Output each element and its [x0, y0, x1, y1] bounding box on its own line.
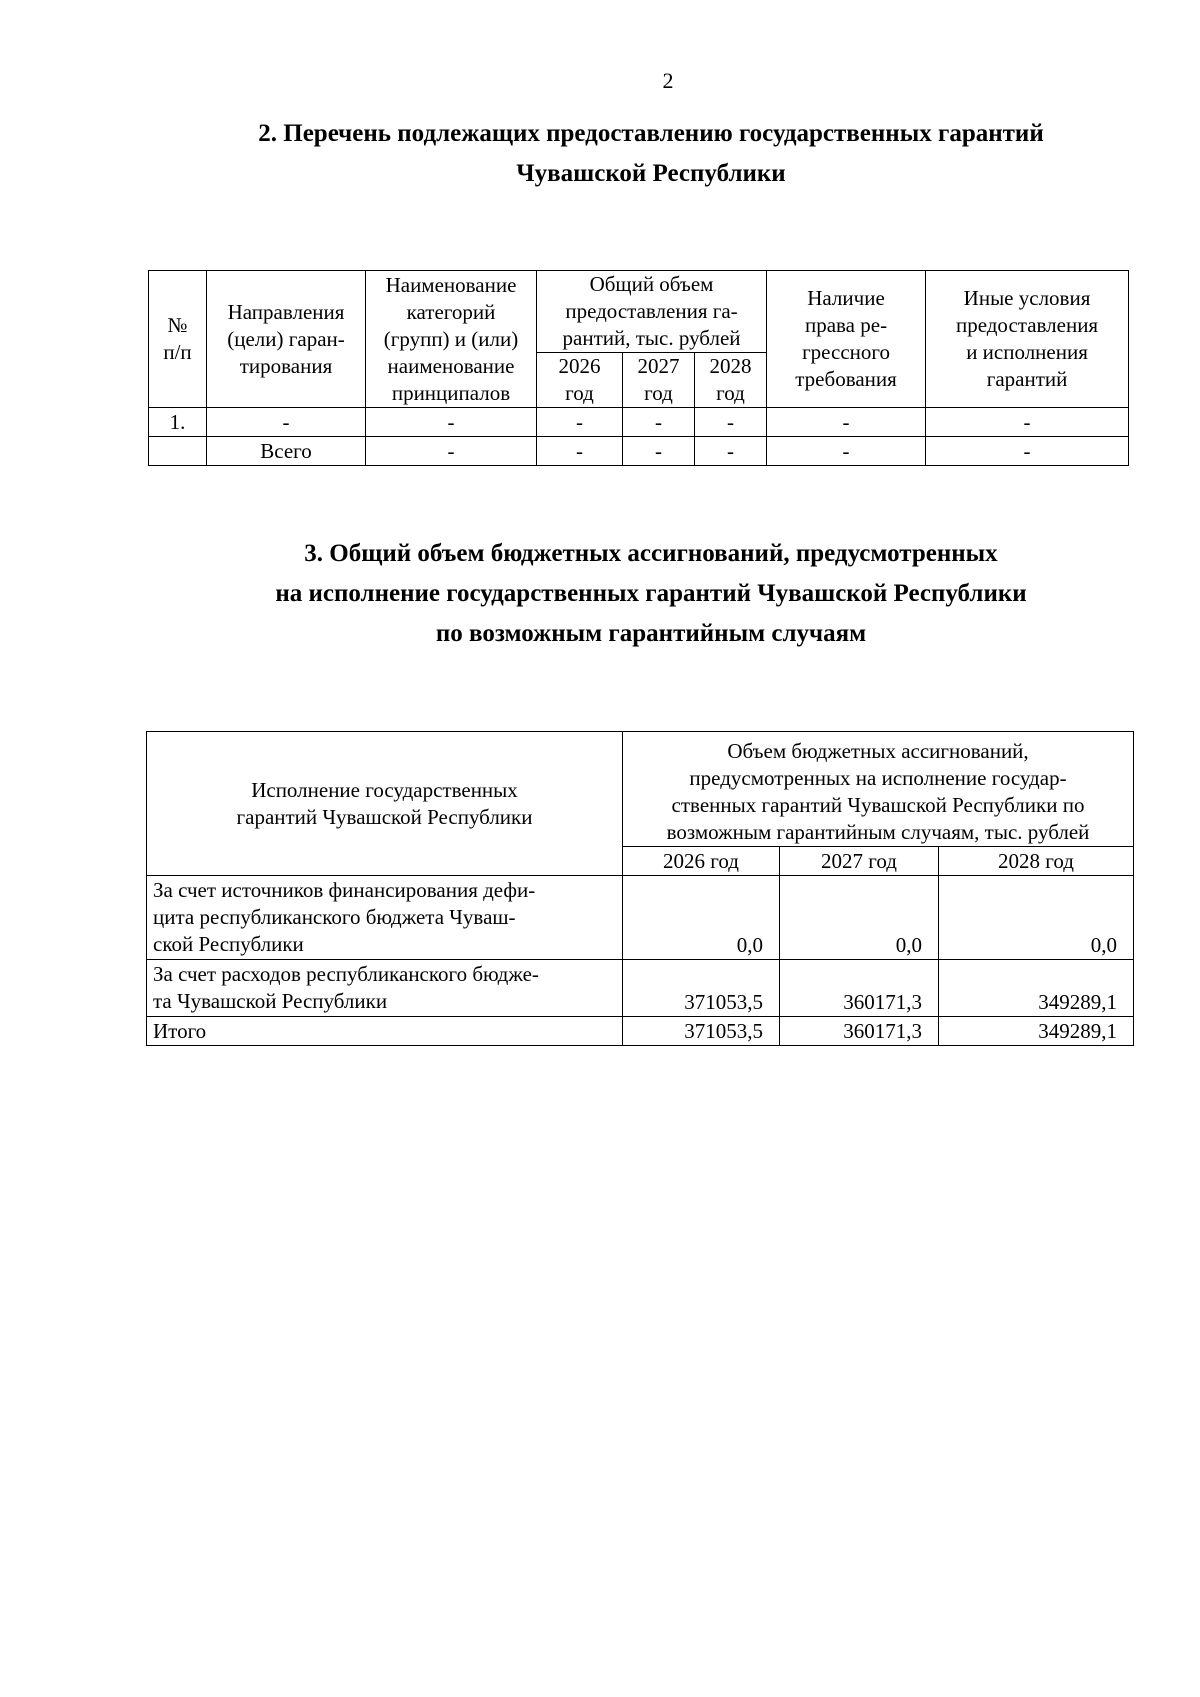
value-2026: 371053,5	[623, 1017, 780, 1046]
cell-category: -	[366, 408, 537, 437]
cell-other: -	[926, 437, 1129, 466]
header-year-2026: 2026 год	[537, 353, 623, 408]
title-line: по возможным гарантийным случаям	[435, 620, 867, 647]
row-label: Итого	[147, 1017, 623, 1046]
table-row	[147, 960, 1134, 1017]
table-row	[147, 876, 1134, 960]
guarantees-list-table	[148, 270, 1129, 466]
header-category: Наименование категорий (групп) и (или) наименование принципалов	[366, 271, 537, 408]
value-2027: 0,0	[780, 876, 939, 960]
header-other-conditions: Иные условия предоставления и исполнения гарантий	[926, 271, 1129, 408]
cell-category: -	[366, 437, 537, 466]
value-2028: 349289,1	[939, 960, 1134, 1017]
header-year-2027: 2027 год	[623, 353, 695, 408]
header-year-2027: 2027 год	[780, 847, 939, 876]
header-year-2028: 2028 год	[695, 353, 767, 408]
cell-2028: -	[695, 437, 767, 466]
value-2027: 360171,3	[780, 960, 939, 1017]
cell-direction: Всего	[207, 437, 366, 466]
value-2028: 349289,1	[939, 1017, 1134, 1046]
cell-2027: -	[623, 408, 695, 437]
value-2026: 371053,5	[623, 960, 780, 1017]
header-year-2028: 2028 год	[939, 847, 1134, 876]
title-line: 3. Общий объем бюджетных ассигнований, предусмотренных	[304, 540, 998, 567]
table-row-total	[149, 437, 1129, 466]
row-label: За счет расходов республиканского бюдже- та Чувашской Республики	[147, 960, 623, 1017]
section-2-title	[0, 114, 1200, 194]
header-volume: Общий объем предоставления га- рантий, тыс. рублей	[537, 271, 767, 353]
row-label: За счет источников финансирования дефи- цита республиканского бюджета Чуваш- ской Республики	[147, 876, 623, 960]
value-2028: 0,0	[939, 876, 1134, 960]
header-number: № п/п	[149, 271, 207, 408]
table-row-total	[147, 1017, 1134, 1046]
title-line: Чувашской Республики	[516, 160, 786, 187]
table-row	[149, 408, 1129, 437]
cell-2026: -	[537, 437, 623, 466]
section-3-title	[0, 534, 1200, 654]
value-2027: 360171,3	[780, 1017, 939, 1046]
cell-number	[149, 437, 207, 466]
value-2026: 0,0	[623, 876, 780, 960]
cell-regress: -	[767, 437, 926, 466]
header-volume: Объем бюджетных ассигнований, предусмотренных на исполнение государ- ственных гарантий Чувашской Республики по возможным гарантийным случаям, тыс. рублей	[623, 732, 1134, 847]
header-direction: Направления (цели) гаран- тирования	[207, 271, 366, 408]
header-year-2026: 2026 год	[623, 847, 780, 876]
cell-direction: -	[207, 408, 366, 437]
header-execution: Исполнение государственных гарантий Чувашской Республики	[147, 732, 623, 876]
cell-2027: -	[623, 437, 695, 466]
cell-other: -	[926, 408, 1129, 437]
page-number: 2	[662, 68, 674, 93]
header-regress-right: Наличие права ре- грессного требования	[767, 271, 926, 408]
cell-number: 1.	[149, 408, 207, 437]
title-line: на исполнение государственных гарантий Чувашской Республики	[275, 580, 1027, 607]
cell-2028: -	[695, 408, 767, 437]
budget-allocations-table	[146, 731, 1134, 1046]
cell-regress: -	[767, 408, 926, 437]
title-line: 2. Перечень подлежащих предоставлению государственных гарантий	[258, 120, 1044, 147]
cell-2026: -	[537, 408, 623, 437]
